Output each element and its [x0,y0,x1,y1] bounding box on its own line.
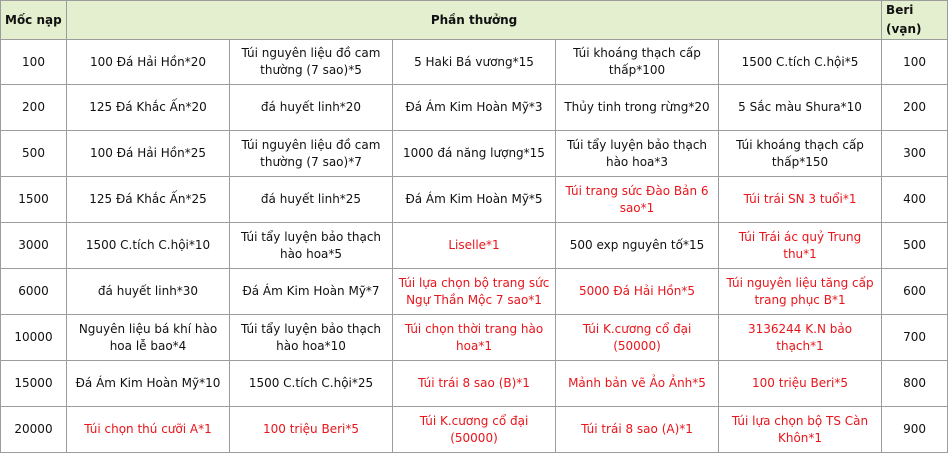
reward-cell: Túi tẩy luyện bảo thạch hào hoa*3 [556,131,719,177]
reward-cell: Túi K.cương cổ đại (50000) [393,407,556,453]
reward-cell: 1000 đá năng lượng*15 [393,131,556,177]
table-row [1,177,948,223]
reward-cell: 100 Đá Hải Hồn*20 [67,40,230,85]
header-row [1,1,948,40]
reward-cell: Túi nguyên liệu đồ cam thường (7 sao)*5 [230,40,393,85]
table-row [1,40,948,85]
reward-cell: Đá Ám Kim Hoàn Mỹ*7 [230,269,393,315]
reward-cell: Thủy tinh trong rừng*20 [556,85,719,131]
reward-cell: Túi trái 8 sao (B)*1 [393,361,556,407]
tier-cell: 1500 [1,177,67,223]
reward-cell: Mảnh bản vẽ Ảo Ảnh*5 [556,361,719,407]
reward-cell: Túi K.cương cổ đại (50000) [556,315,719,361]
reward-cell: Túi trái SN 3 tuổi*1 [719,177,882,223]
tier-cell: 10000 [1,315,67,361]
reward-cell: đá huyết linh*30 [67,269,230,315]
reward-cell: 500 exp nguyên tố*15 [556,223,719,269]
reward-cell: 3136244 K.N bảo thạch*1 [719,315,882,361]
beri-cell: 800 [882,361,948,407]
reward-cell: Nguyên liệu bá khí hào hoa lễ bao*4 [67,315,230,361]
beri-cell: 500 [882,223,948,269]
reward-cell: 5000 Đá Hải Hồn*5 [556,269,719,315]
header-rewards: Phần thưởng [67,1,882,40]
tier-cell: 100 [1,40,67,85]
reward-cell: 5 Sắc màu Shura*10 [719,85,882,131]
reward-cell: Đá Ám Kim Hoàn Mỹ*10 [67,361,230,407]
tier-cell: 3000 [1,223,67,269]
header-tier: Mốc nạp [1,1,67,40]
reward-cell: 1500 C.tích C.hội*5 [719,40,882,85]
reward-cell: Túi lựa chọn bộ TS Càn Khôn*1 [719,407,882,453]
beri-cell: 600 [882,269,948,315]
table-row [1,85,948,131]
reward-cell: Túi trái 8 sao (A)*1 [556,407,719,453]
tier-cell: 15000 [1,361,67,407]
reward-cell: 100 triệu Beri*5 [230,407,393,453]
table-row [1,269,948,315]
table-row [1,315,948,361]
reward-cell: 100 triệu Beri*5 [719,361,882,407]
reward-cell: Liselle*1 [393,223,556,269]
reward-cell: Túi lựa chọn bộ trang sức Ngự Thần Mộc 7 sao*1 [393,269,556,315]
beri-cell: 900 [882,407,948,453]
reward-cell: Túi khoáng thạch cấp thấp*150 [719,131,882,177]
reward-cell: Túi trang sức Đào Bản 6 sao*1 [556,177,719,223]
reward-cell: 1500 C.tích C.hội*10 [67,223,230,269]
beri-cell: 300 [882,131,948,177]
reward-cell: Túi chọn thời trang hào hoa*1 [393,315,556,361]
beri-cell: 100 [882,40,948,85]
reward-cell: đá huyết linh*20 [230,85,393,131]
reward-cell: Túi Trái ác quỷ Trung thu*1 [719,223,882,269]
beri-cell: 400 [882,177,948,223]
reward-cell: Túi chọn thú cưỡi A*1 [67,407,230,453]
reward-cell: 5 Haki Bá vương*15 [393,40,556,85]
header-beri: Beri (vạn) [882,1,948,40]
reward-cell: 100 Đá Hải Hồn*25 [67,131,230,177]
reward-cell: Đá Ám Kim Hoàn Mỹ*3 [393,85,556,131]
beri-cell: 700 [882,315,948,361]
tier-cell: 6000 [1,269,67,315]
reward-cell: 125 Đá Khắc Ấn*20 [67,85,230,131]
reward-cell: 125 Đá Khắc Ấn*25 [67,177,230,223]
reward-cell: Túi nguyên liệu tăng cấp trang phục B*1 [719,269,882,315]
reward-cell: đá huyết linh*25 [230,177,393,223]
reward-cell: 1500 C.tích C.hội*25 [230,361,393,407]
tier-cell: 20000 [1,407,67,453]
reward-cell: Túi tẩy luyện bảo thạch hào hoa*10 [230,315,393,361]
tier-cell: 200 [1,85,67,131]
table-row [1,223,948,269]
reward-cell: Đá Ám Kim Hoàn Mỹ*5 [393,177,556,223]
reward-cell: Túi tẩy luyện bảo thạch hào hoa*5 [230,223,393,269]
table-row [1,131,948,177]
beri-cell: 200 [882,85,948,131]
tier-cell: 500 [1,131,67,177]
table-row [1,407,948,453]
reward-cell: Túi nguyên liệu đồ cam thường (7 sao)*7 [230,131,393,177]
table-body [1,40,948,453]
reward-cell: Túi khoáng thạch cấp thấp*100 [556,40,719,85]
table-row [1,361,948,407]
